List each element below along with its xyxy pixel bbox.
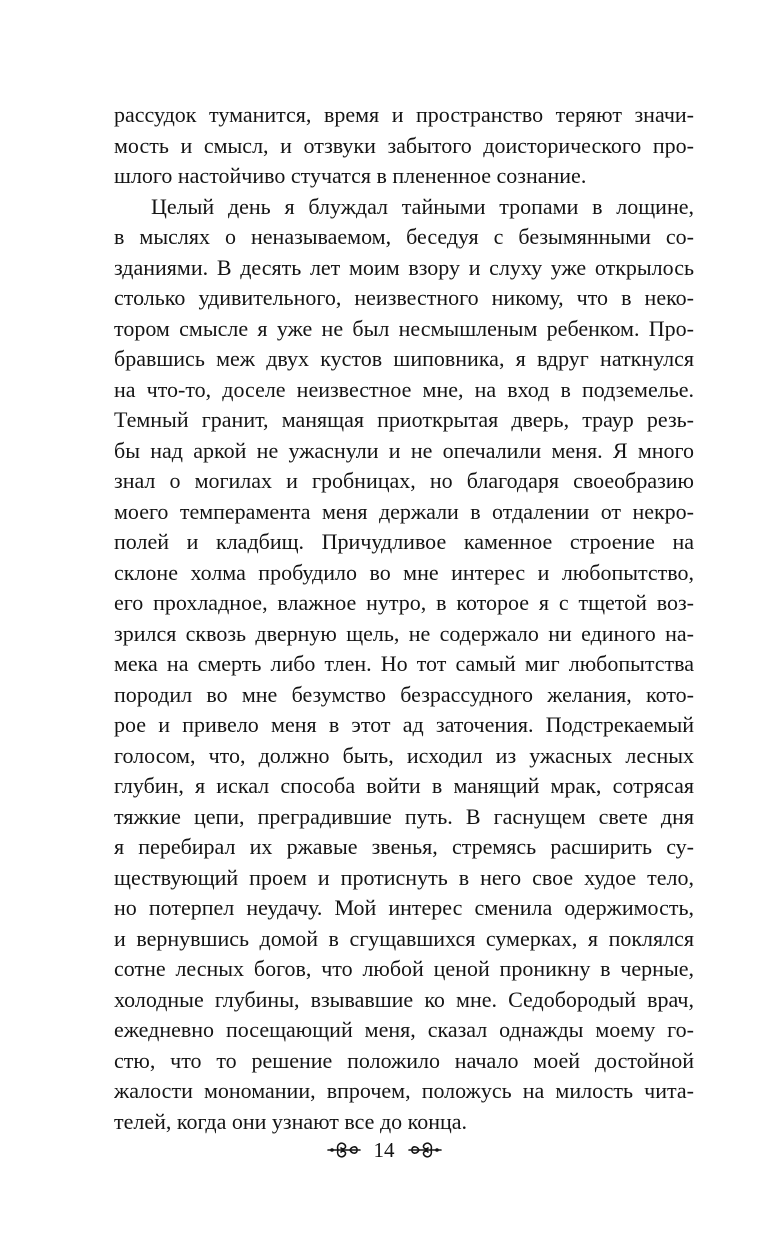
text-line: рое и привело меня в этот ад заточения. Подстрекаемый [114, 712, 694, 737]
text-line: его прохладное, влажное нутро, в которое я с тщетой воз- [114, 590, 694, 615]
text-line: столько удивительного, неизвестного никому, что в неко- [114, 285, 694, 310]
fleuron-left-icon [326, 1137, 362, 1163]
text-line: породил во мне безумство безрассудного желания, кото- [114, 681, 694, 707]
text-line: зрился сквозь дверную щель, не содержало ни единого на- [114, 620, 694, 646]
text-line: рассудок туманится, время и пространство теряют значи- [114, 102, 694, 127]
text-line: и вернувшись домой в сгущавшихся сумерках, я поклялся [114, 925, 694, 951]
page-number: 14 [373, 1137, 395, 1162]
text-line: стю, что то решение положило начало моей достойной [114, 1047, 694, 1073]
text-line: знал о могилах и гробницах, но благодаря своеобразию [114, 468, 694, 493]
text-line: полей и кладбищ. Причудливое каменное строение на [114, 529, 694, 554]
text-line: бравшись меж двух кустов шиповника, я вдруг наткнулся [114, 346, 694, 371]
text-line: бы над аркой не ужаснули и не опечалили меня. Я много [114, 437, 694, 463]
text-line: склоне холма пробудило во мне интерес и любопытство, [114, 559, 694, 585]
text-line: тяжкие цепи, преградившие путь. В гаснущем свете дня [114, 803, 694, 829]
body-text [114, 100, 694, 1137]
fleuron-right-icon [407, 1137, 443, 1163]
paragraph-first-line: Целый день я блуждал тайными тропами в лощине, [151, 193, 694, 219]
text-line: ществующий проем и протиснуть в него свое худое тело, [114, 864, 694, 890]
text-line: на что-то, доселе неизвестное мне, на вход в подземелье. [114, 376, 694, 402]
text-line: Темный гранит, манящая приоткрытая дверь, траур резь- [114, 407, 694, 432]
text-line: ежедневно посещающий меня, сказал однажды моему го- [114, 1017, 694, 1042]
text-line: но потерпел неудачу. Мой интерес сменила одержимость, [114, 895, 694, 920]
text-line: голосом, что, должно быть, исходил из ужасных лесных [114, 742, 694, 768]
text-line: тором смысле я уже не был несмышленым ребенком. Про- [114, 315, 694, 341]
text-line: мека на смерть либо тлен. Но тот самый миг любопытства [114, 651, 694, 676]
text-line: зданиями. В десять лет моим взору и слуху уже открылось [114, 254, 694, 280]
text-line: моего темперамента меня держали в отдалении от некро- [114, 498, 694, 524]
text-line: телей, когда они узнают все до конца. [114, 1108, 468, 1134]
text-line: в мыслях о неназываемом, беседуя с безымянными со- [114, 224, 694, 249]
page-footer [0, 1133, 768, 1167]
text-line: холодные глубины, взывавшие ко мне. Седобородый врач, [114, 986, 694, 1012]
text-line: мость и смысл, и отзвуки забытого доисторического про- [114, 132, 694, 158]
text-line: шлого настойчиво стучатся в плененное сознание. [114, 163, 587, 188]
text-line: жалости мономании, впрочем, положусь на милость чита- [114, 1078, 694, 1103]
text-line: сотне лесных богов, что любой ценой проникну в черные, [114, 956, 694, 981]
text-line: глубин, я искал способа войти в манящий мрак, сотрясая [114, 773, 694, 798]
text-line: я перебирал их ржавые звенья, стремясь расширить су- [114, 834, 694, 859]
